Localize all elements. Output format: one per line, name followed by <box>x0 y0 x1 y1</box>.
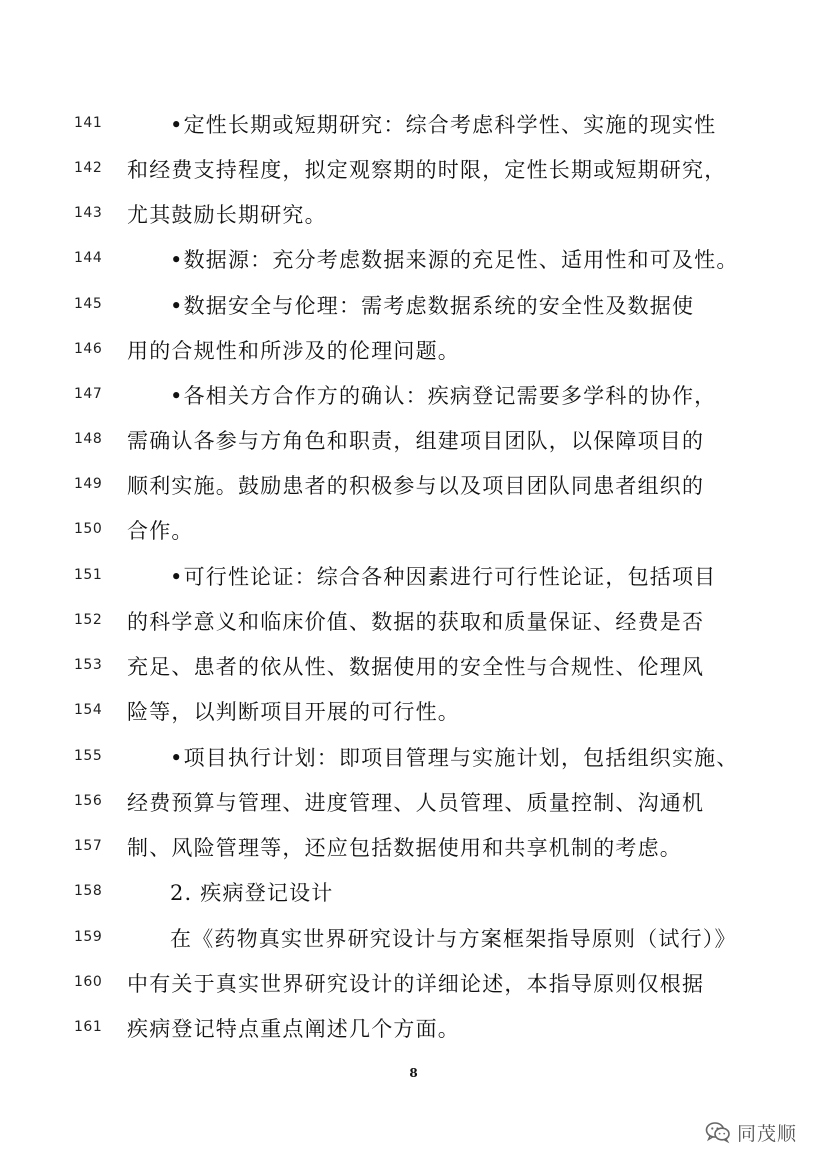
line-number: 161 <box>74 1019 103 1035</box>
line-text: •项目执行计划：即项目管理与实施计划，包括组织实施、 <box>170 746 739 770</box>
line-text: 充足、患者的依从性、数据使用的安全性与合规性、伦理风 <box>127 655 705 679</box>
line-number: 155 <box>74 748 103 764</box>
line-number: 150 <box>74 521 103 537</box>
page-number: 8 <box>409 1066 418 1080</box>
line-text: •可行性论证：综合各种因素进行可行性论证，包括项目 <box>170 565 717 589</box>
line-number: 158 <box>74 883 103 899</box>
line-number: 143 <box>74 205 103 221</box>
text-line <box>0 649 827 685</box>
line-number: 154 <box>74 702 103 718</box>
text-line <box>0 830 827 866</box>
line-text: 用的合规性和所涉及的伦理问题。 <box>127 339 460 363</box>
text-line <box>0 152 827 188</box>
text-line <box>0 513 827 549</box>
line-text: •数据安全与伦理：需考虑数据系统的安全性及数据使 <box>170 294 695 318</box>
line-number: 141 <box>74 115 103 131</box>
line-number: 145 <box>74 296 103 312</box>
line-number: 157 <box>74 838 103 854</box>
text-line <box>0 740 827 776</box>
text-line <box>0 333 827 369</box>
text-line <box>0 288 827 324</box>
line-number: 159 <box>74 929 103 945</box>
text-line <box>0 785 827 821</box>
text-line <box>0 966 827 1002</box>
text-line <box>0 378 827 414</box>
line-number: 153 <box>74 657 103 673</box>
text-line <box>0 1011 827 1047</box>
text-line <box>0 559 827 595</box>
wechat-icon <box>705 1120 731 1144</box>
text-line <box>0 921 827 957</box>
text-line <box>0 468 827 504</box>
text-line <box>0 197 827 233</box>
line-text: 的科学意义和临床价值、数据的获取和质量保证、经费是否 <box>127 610 705 634</box>
text-line <box>0 875 827 911</box>
line-text: 合作。 <box>127 519 194 543</box>
line-number: 149 <box>74 476 103 492</box>
line-text: 险等，以判断项目开展的可行性。 <box>127 700 460 724</box>
text-line <box>0 242 827 278</box>
line-number: 152 <box>74 612 103 628</box>
line-text: 疾病登记特点重点阐述几个方面。 <box>127 1017 460 1041</box>
line-text: 经费预算与管理、进度管理、人员管理、质量控制、沟通机 <box>127 791 705 815</box>
line-text: •各相关方合作方的确认：疾病登记需要多学科的协作， <box>170 384 717 408</box>
watermark-text: 同茂顺 <box>737 1122 798 1145</box>
line-text: •数据源：充分考虑数据来源的充足性、适用性和可及性。 <box>170 248 739 272</box>
line-number: 148 <box>74 431 103 447</box>
text-line <box>0 694 827 730</box>
text-line <box>0 604 827 640</box>
text-line <box>0 423 827 459</box>
line-number: 156 <box>74 793 103 809</box>
line-text: 中有关于真实世界研究设计的详细论述，本指导原则仅根据 <box>127 972 705 996</box>
line-text: 顺利实施。鼓励患者的积极参与以及项目团队同患者组织的 <box>127 474 705 498</box>
text-line <box>0 107 827 143</box>
watermark <box>705 1118 797 1146</box>
line-number: 151 <box>74 567 103 583</box>
line-number: 142 <box>74 160 103 176</box>
line-text: •定性长期或短期研究：综合考虑科学性、实施的现实性 <box>170 113 717 137</box>
line-text: 制、风险管理等，还应包括数据使用和共享机制的考虑。 <box>127 836 682 860</box>
line-number: 147 <box>74 386 103 402</box>
line-text: 和经费支持程度，拟定观察期的时限，定性长期或短期研究， <box>127 158 727 182</box>
line-number: 160 <box>74 974 103 990</box>
line-text: 需确认各参与方角色和职责，组建项目团队，以保障项目的 <box>127 429 705 453</box>
line-text: 2. 疾病登记设计 <box>170 881 334 905</box>
line-text: 尤其鼓励长期研究。 <box>127 203 327 227</box>
line-number: 146 <box>74 341 103 357</box>
line-number: 144 <box>74 250 103 266</box>
line-text: 在《药物真实世界研究设计与方案框架指导原则（试行）》 <box>170 927 737 951</box>
